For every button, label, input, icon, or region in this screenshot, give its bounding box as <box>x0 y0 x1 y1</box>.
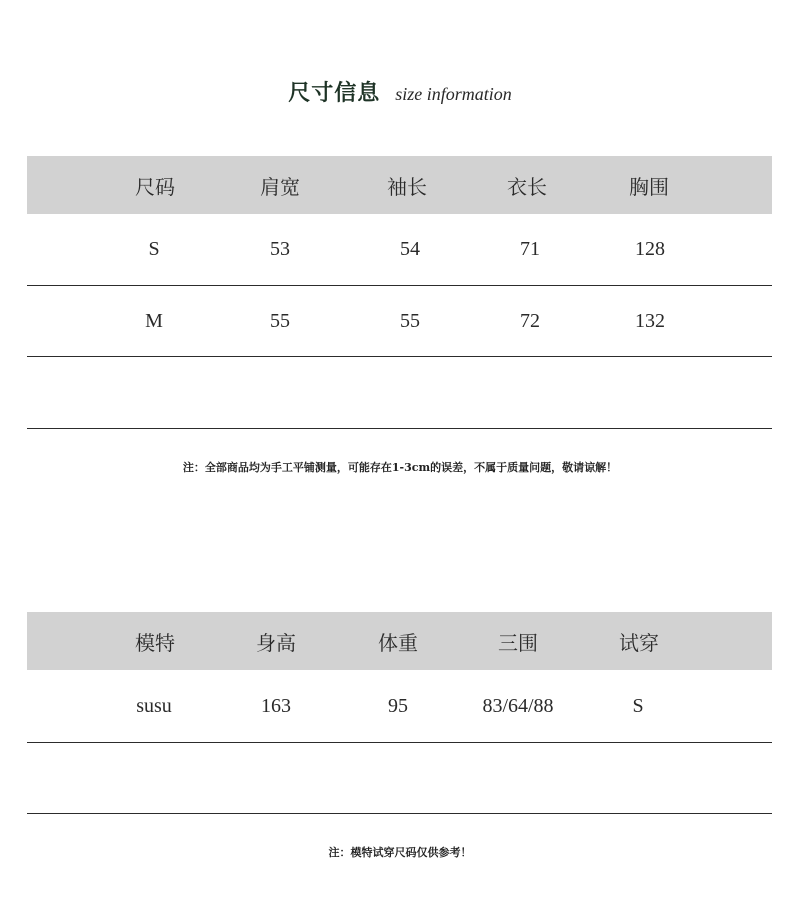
cell-height: 163 <box>261 694 291 717</box>
header-measurements: 三围 <box>498 630 538 655</box>
cell-model-name: susu <box>136 694 172 717</box>
cell-measurements: 83/64/88 <box>482 694 554 717</box>
size-table <box>27 156 772 429</box>
cell-chest: 132 <box>635 309 665 332</box>
size-note: 注：全部商品均为手工平铺测量，可能存在1-3cm的误差，不属于质量问题，敬请谅解！ <box>182 461 618 474</box>
cell-sleeve: 55 <box>400 309 420 332</box>
table-row-empty <box>27 357 772 429</box>
page-title <box>0 76 800 107</box>
header-chest: 胸围 <box>629 174 669 199</box>
table-row-empty <box>27 743 772 814</box>
table-row <box>27 214 772 286</box>
cell-weight: 95 <box>388 694 408 717</box>
cell-sleeve: 54 <box>400 238 420 260</box>
cell-length: 71 <box>520 238 540 260</box>
header-tried-size: 试穿 <box>619 630 659 655</box>
title-chinese: 尺寸信息 <box>288 80 381 106</box>
cell-length: 72 <box>520 309 540 332</box>
header-shoulder: 肩宽 <box>260 174 300 199</box>
cell-size: M <box>145 309 163 332</box>
header-weight: 体重 <box>378 630 418 655</box>
model-table-header <box>27 612 772 670</box>
cell-shoulder: 55 <box>270 309 290 332</box>
title-english: size information <box>395 84 512 104</box>
size-table-header <box>27 156 772 214</box>
header-size: 尺码 <box>135 174 175 199</box>
model-table <box>27 612 772 814</box>
cell-chest: 128 <box>635 238 665 260</box>
header-height: 身高 <box>256 630 296 655</box>
header-sleeve: 袖长 <box>387 174 427 199</box>
cell-size: S <box>148 238 160 260</box>
header-length: 衣长 <box>507 174 547 199</box>
model-note: 注：模特试穿尺码仅供参考！ <box>328 846 472 859</box>
table-row <box>27 670 772 743</box>
header-model: 模特 <box>135 630 175 655</box>
table-row <box>27 286 772 357</box>
cell-shoulder: 53 <box>270 238 290 260</box>
cell-tried-size: S <box>632 694 644 717</box>
